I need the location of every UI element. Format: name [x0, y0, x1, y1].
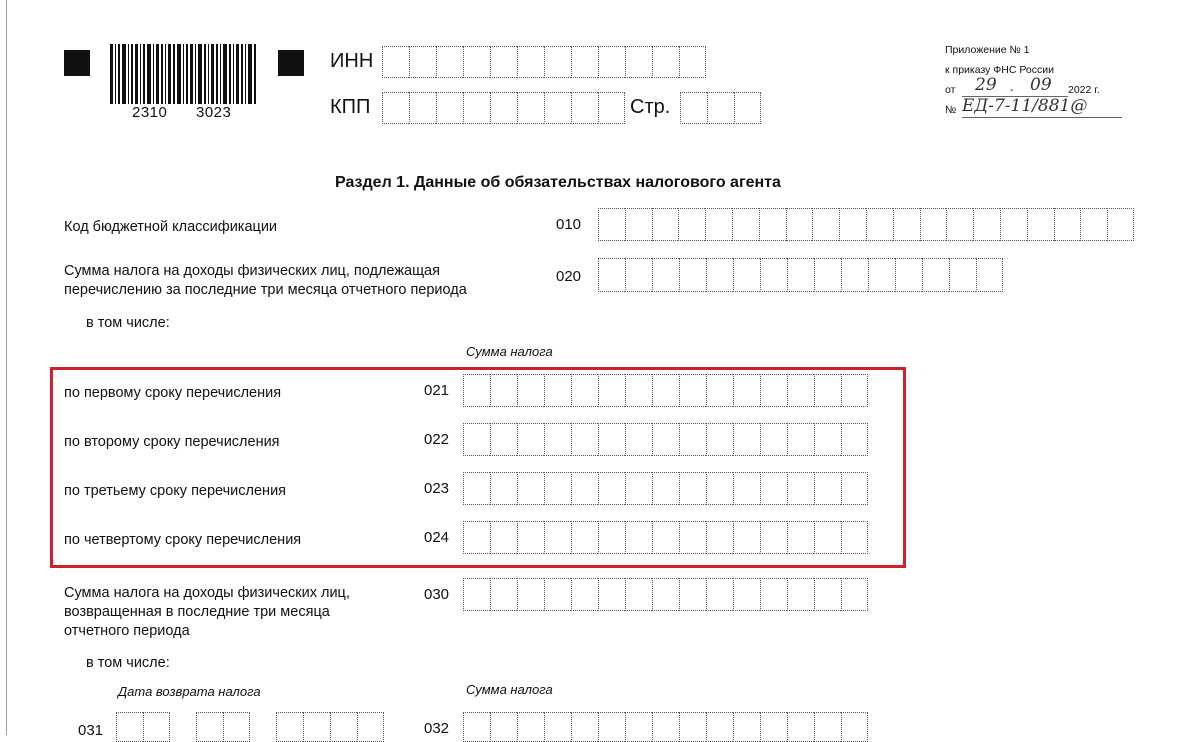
inn-field[interactable] [382, 46, 706, 78]
field-021-input[interactable] [463, 374, 868, 407]
tax-sum-header-2: Сумма налога [466, 682, 553, 697]
appendix-number-prefix: № [945, 104, 957, 116]
field-020-code: 020 [556, 268, 582, 285]
field-022-code: 022 [424, 431, 450, 448]
appendix-date-prefix: от [945, 84, 956, 96]
field-024-input[interactable] [463, 521, 868, 554]
appendix-date-separator: - [1010, 84, 1014, 96]
appendix-date-month: 09 [1030, 75, 1052, 95]
field-031-month-input[interactable] [196, 712, 250, 742]
field-030-label-line-3: отчетного периода [64, 623, 190, 639]
field-030-label-line-2: возвращенная в последние три месяца [64, 604, 330, 620]
barcode-number-right: 3023 [196, 104, 232, 121]
appendix-date-day: 29 [975, 75, 997, 95]
registration-marker-right [278, 50, 304, 76]
field-031-year-input[interactable] [276, 712, 384, 742]
field-010-input[interactable] [598, 208, 1134, 241]
field-022-label: по второму сроку перечисления [64, 434, 280, 450]
appendix-line-2: к приказу ФНС России [945, 64, 1054, 76]
field-030-label-line-1: Сумма налога на доходы физических лиц, [64, 585, 350, 601]
field-023-code: 023 [424, 480, 450, 497]
page-number-field[interactable] [680, 92, 761, 124]
field-010-code: 010 [556, 216, 582, 233]
return-date-header: Дата возврата налога [118, 684, 261, 699]
field-032-input[interactable] [463, 712, 868, 742]
field-032-code: 032 [424, 720, 450, 737]
barcode-number-left: 2310 [132, 104, 168, 121]
section-title: Раздел 1. Данные об обязательствах налогового агента [335, 174, 781, 191]
appendix-date-year: 2022 г. [1068, 84, 1100, 96]
field-031-code: 031 [78, 722, 104, 739]
field-021-code: 021 [424, 382, 450, 399]
field-020-input[interactable] [598, 258, 1003, 292]
page-label: Стр. [630, 96, 671, 118]
field-024-label: по четвертому сроку перечисления [64, 532, 302, 548]
field-030-input[interactable] [463, 578, 868, 611]
field-010-label: Код бюджетной классификации [64, 219, 278, 235]
field-031-day-input[interactable] [116, 712, 170, 742]
appendix-line-1: Приложение № 1 [945, 44, 1030, 56]
field-020-label-line-1: Сумма налога на доходы физических лиц, подлежащая [64, 263, 440, 279]
tax-sum-header-1: Сумма налога [466, 344, 553, 359]
field-023-input[interactable] [463, 472, 868, 505]
field-024-code: 024 [424, 529, 450, 546]
including-label-2: в том числе: [86, 655, 170, 671]
field-023-label: по третьему сроку перечисления [64, 483, 287, 499]
page-left-edge [6, 0, 7, 735]
barcode-image [108, 44, 258, 104]
field-021-label: по первому сроку перечисления [64, 385, 282, 401]
including-label-1: в том числе: [86, 315, 170, 331]
registration-marker-left [64, 50, 90, 76]
kpp-field[interactable] [382, 92, 625, 124]
field-020-label-line-2: перечислению за последние три месяца отчетного периода [64, 282, 467, 298]
field-030-code: 030 [424, 586, 450, 603]
kpp-label: КПП [330, 96, 371, 118]
field-022-input[interactable] [463, 423, 868, 456]
appendix-number-handwritten: ЕД-7-11/881@ [962, 96, 1088, 116]
inn-label: ИНН [330, 50, 374, 72]
appendix-number-underline [962, 117, 1122, 118]
